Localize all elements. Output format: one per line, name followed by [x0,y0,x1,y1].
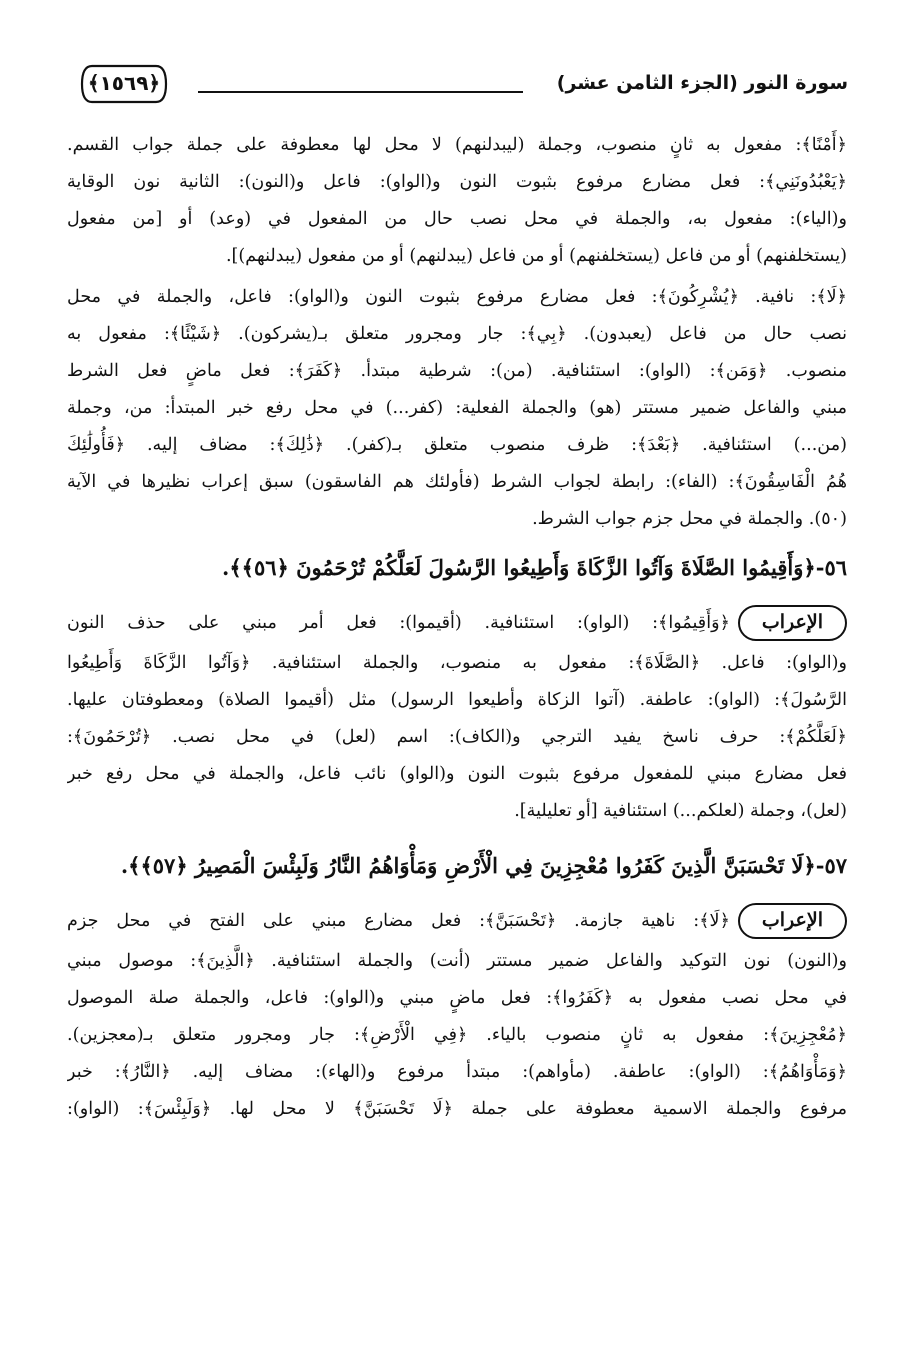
page-number-frame [78,62,170,106]
text-line: ﴿لَعَلَّكُمْ﴾: حرف ناسخ يفيد الترجي و(الكاف): اسم (لعل) في محل نصب. ﴿تُرْحَمُونَ﴾: [67,727,847,747]
page-number: ﴿١٥٦٩﴾ [87,71,161,95]
text-line: ﴿وَمَأْوَاهُمُ﴾: (الواو): عاطفة. (مأواهم): مبتدأ مرفوع و(الهاء): مضاف إليه. ﴿النَّارُ﴾: خبر [67,1062,847,1082]
verse-57: ٥٧-﴿لَا تَحْسَبَنَّ الَّذِينَ كَفَرُوا مُعْجِزِينَ فِي الْأَرْضِ وَمَأْوَاهُمُ النَّارُ وَلَبِئْسَ الْمَصِيرُ ﴿٥٧﴾﴾. [120,853,847,878]
text-line: ﴿أَمْنًا﴾: مفعول به ثانٍ منصوب، وجملة (ليبدلنهم) لا محل لها معطوفة على جملة جواب القسم. [67,135,847,155]
irab-label: الإعراب [738,605,847,641]
header-rule [198,91,523,93]
text-line: (لعل)، وجملة (لعلكم...) استئنافية [أو تعليلية]. [514,801,847,821]
running-title: سورة النور (الجزء الثامن عشر) [556,72,848,94]
text-line: ﴿وَأَقِيمُوا﴾: (الواو): استئنافية. (أقيموا): فعل أمر مبني على حذف النون [67,613,730,633]
verse-56: ٥٦-﴿وَأَقِيمُوا الصَّلَاةَ وَآتُوا الزَّكَاةَ وَأَطِيعُوا الرَّسُولَ لَعَلَّكُمْ تُرْحَمُونَ ﴿٥٦﴾﴾. [222,555,847,580]
irab-line [67,603,847,643]
irab-line [67,901,847,941]
text-line: ﴿مُعْجِزِينَ﴾: مفعول به ثانٍ منصوب بالياء. ﴿فِي الْأَرْضِ﴾: جار ومجرور متعلق بـ(معجزين). [67,1025,847,1045]
text-line: ﴿لَا﴾: نافية. ﴿يُشْرِكُونَ﴾: فعل مضارع مرفوع بثبوت النون و(الواو): فاعل، والجملة في محل [67,287,847,307]
text-line: مرفوع والجملة الاسمية معطوفة على جملة ﴿لَا تَحْسَبَنَّ﴾ لا محل لها. ﴿وَلَبِئْسَ﴾: (الواو): [67,1099,847,1119]
page-header [78,62,848,110]
text-line: الرَّسُولَ﴾: (الواو): عاطفة. (آتوا الزكاة وأطيعوا الرسول) مثل (أقيموا الصلاة) ومعطوفتان عليها. [67,690,847,710]
irab-label: الإعراب [738,903,847,939]
text-line: منصوب. ﴿وَمَن﴾: (الواو): استئنافية. (من): شرطية مبتدأ. ﴿كَفَرَ﴾: فعل ماضٍ فعل الشرط [67,361,847,381]
text-line: و(النون) نون التوكيد والفاعل ضمير مستتر (أنت) والجملة استئنافية. ﴿الَّذِينَ﴾: موصول مبني [67,951,847,971]
text-line: نصب حال من فاعل (يعبدون). ﴿بِي﴾: جار ومجرور متعلق بـ(يشركون). ﴿شَيْئًا﴾: مفعول به [67,324,847,344]
text-line: فعل مضارع مبني للمفعول مرفوع بثبوت النون و(الواو) نائب فاعل، والجملة في محل رفع خبر [67,764,847,784]
text-line: ﴿لَا﴾: ناهية جازمة. ﴿تَحْسَبَنَّ﴾: فعل مضارع مبني على الفتح في محل جزم [67,911,730,931]
text-line: (من...) استئنافية. ﴿بَعْدَ﴾: ظرف منصوب متعلق بـ(كفر). ﴿ذَٰلِكَ﴾: مضاف إليه. ﴿فَأُولَٰئِكَ [67,435,847,455]
text-line: ﴿يَعْبُدُونَنِي﴾: فعل مضارع مرفوع بثبوت النون و(الواو): فاعل و(النون): الثانية نون الوقاية [67,172,847,192]
text-line: و(الواو): فاعل. ﴿الصَّلَاةَ﴾: مفعول به منصوب، والجملة استئنافية. ﴿وَآتُوا الزَّكَاةَ وَأَطِيعُوا [67,653,847,673]
text-line: (٥٠). والجملة في محل جزم جواب الشرط. [532,509,847,529]
text-line: هُمُ الْفَاسِقُونَ﴾: (الفاء): رابطة لجواب الشرط (فأولئك هم الفاسقون) سبق إعراب نظيرها في الآية [67,472,847,492]
text-line: في محل نصب مفعول به ﴿كَفَرُوا﴾: فعل ماضٍ مبني و(الواو): فاعل، والجملة صلة الموصول [67,988,847,1008]
text-line: (يستخلفنهم) أو من فاعل (يستخلفنهم) أو من فاعل (يبدلنهم) أو من مفعول (يبدلنهم)]. [225,246,847,266]
text-line: و(الياء): مفعول به، والجملة في محل نصب حال من المفعول في (وعد) أو [من مفعول [67,209,847,229]
text-line: مبني والفاعل ضمير مستتر (هو) والجملة الفعلية: (كفر...) في محل رفع خبر المبتدأ: من، وجملة [67,398,847,418]
